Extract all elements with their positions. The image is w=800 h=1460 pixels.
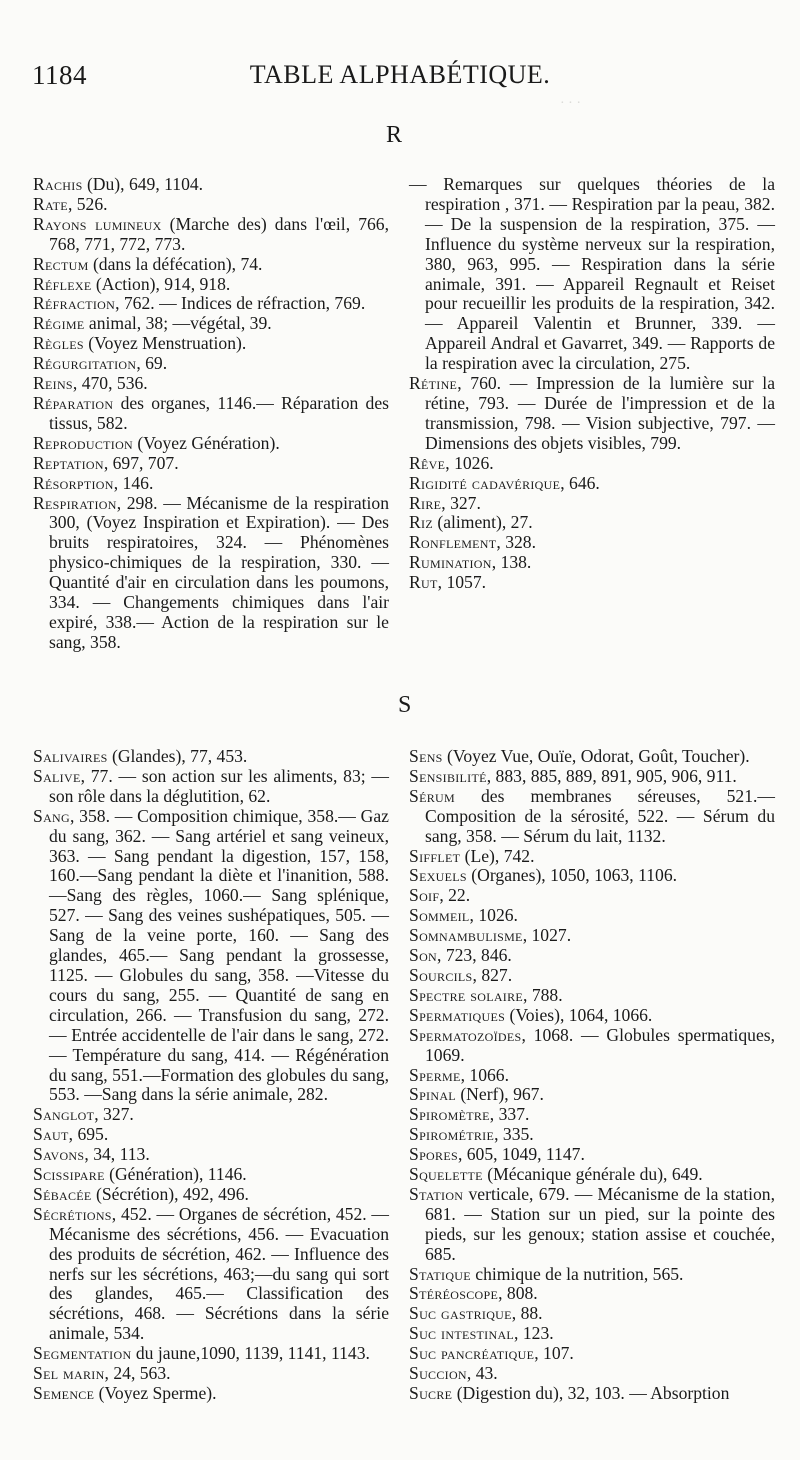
entry-references: , 808. — [498, 1283, 538, 1304]
index-entry — [409, 946, 775, 966]
section-s-left-column — [33, 747, 389, 1404]
index-entry — [409, 926, 775, 946]
entry-headword: Suc intestinal — [409, 1323, 515, 1344]
entry-headword: Sommeil — [409, 905, 470, 926]
entry-headword: Régime — [33, 313, 85, 334]
index-entry — [409, 374, 775, 454]
index-entry — [409, 1165, 775, 1185]
index-entry — [409, 886, 775, 906]
index-entry — [409, 494, 775, 514]
section-r-left-column — [33, 175, 389, 653]
entry-headword: Régurgitation — [33, 353, 137, 374]
index-entry — [33, 1165, 389, 1185]
index-entry — [409, 1364, 775, 1384]
entry-references: (Le), 742. — [460, 845, 535, 866]
index-entry — [409, 1185, 775, 1265]
entry-references: , 1026. — [445, 452, 494, 473]
entry-headword: Son — [409, 945, 438, 966]
entry-headword: Sperme — [409, 1064, 461, 1085]
entry-headword: Spinal — [409, 1084, 456, 1105]
entry-headword: Suc gastrique — [409, 1303, 512, 1324]
index-entry — [33, 1364, 389, 1384]
index-entry — [33, 255, 389, 275]
section-letter-s: S — [398, 692, 412, 718]
entry-headword: Sébacée — [33, 1183, 92, 1204]
entry-references: (dans la défécation), 74. — [88, 253, 263, 274]
entry-references: (Voyez Sperme). — [94, 1383, 217, 1403]
entry-references: , 788. — [523, 984, 563, 1005]
entry-headword: Scissipare — [33, 1164, 105, 1185]
entry-references: , 138. — [491, 552, 532, 573]
entry-headword: Rectum — [33, 253, 89, 274]
entry-references: verticale, 679. — Mécanisme de la station, 681. — Station sur un pied, sur la pointe des pieds, sur les genoux; station assise et couchée, 685. — [425, 1183, 775, 1264]
entry-references: , 88. — [511, 1303, 543, 1324]
entry-references: , 328. — [496, 532, 536, 553]
index-entry — [409, 1145, 775, 1165]
entry-references: , 34, 113. — [84, 1144, 150, 1165]
entry-references: , 69. — [136, 353, 168, 374]
entry-headword: Réparation — [33, 392, 114, 413]
index-entry — [409, 175, 775, 374]
entry-headword: Ronflement — [409, 532, 497, 553]
index-entry — [409, 1384, 775, 1404]
entry-headword: Règles — [33, 333, 84, 354]
entry-references: chimique de la nutrition, 565. — [470, 1263, 684, 1284]
entry-headword: Rumination — [409, 552, 492, 573]
index-entry — [409, 966, 775, 986]
index-entry — [33, 1205, 389, 1344]
entry-headword: Reproduction — [33, 432, 134, 453]
entry-references: (Mécanique générale du), 649. — [482, 1164, 703, 1185]
entry-references: (Action), 914, 918. — [91, 273, 231, 294]
index-entry — [33, 275, 389, 295]
index-entry — [409, 573, 775, 593]
entry-references: (Glandes), 77, 453. — [107, 746, 248, 766]
entry-references: , 335. — [494, 1124, 534, 1145]
entry-references: , 883, 885, 889, 891, 905, 906, 911. — [486, 765, 737, 786]
entry-references: , 22. — [439, 885, 471, 906]
index-entry — [33, 494, 389, 653]
entry-headword: Sucre — [409, 1383, 453, 1403]
entry-references: (Sécrétion), 492, 496. — [91, 1183, 249, 1204]
entry-references: , 697, 707. — [103, 452, 179, 473]
index-entry — [33, 747, 389, 767]
entry-headword: Sanglot — [33, 1104, 95, 1125]
entry-headword: Rayons lumineux — [33, 213, 162, 234]
entry-references: , 1057. — [437, 572, 487, 593]
entry-headword: Spores — [409, 1144, 458, 1165]
index-entry — [409, 866, 775, 886]
entry-headword: Rachis — [33, 174, 83, 194]
entry-headword: Stéréoscope — [409, 1283, 499, 1304]
entry-headword: Rut — [409, 572, 438, 593]
index-entry — [33, 374, 389, 394]
entry-headword: Statique — [409, 1263, 471, 1284]
entry-headword: Spiromètre — [409, 1104, 490, 1125]
entry-references: , 760. — Impression de la lumière sur la rétine, 793. — Durée de l'impression et de la transmission, 798. — Vision subjective, 797. — Dimensions des objets visibles, 799. — [425, 373, 775, 453]
entry-references: des membranes séreuses, 521.— Composition de la sérosité, 522. — Sérum du sang, 358. — Sérum du lait, 1132. — [425, 785, 775, 846]
entry-references: (Digestion du), 32, 103. — Absorption — [452, 1383, 730, 1403]
index-entry — [409, 747, 775, 767]
entry-references: , 24, 563. — [104, 1363, 171, 1384]
index-entry — [33, 807, 389, 1106]
entry-headword: Réfraction — [33, 293, 116, 314]
index-entry — [409, 847, 775, 867]
index-entry — [33, 354, 389, 374]
index-entry — [409, 513, 775, 533]
index-entry — [33, 1105, 389, 1125]
entry-headword: Sécrétions — [33, 1203, 112, 1224]
entry-headword: Reins — [33, 373, 73, 394]
entry-headword: Soif — [409, 885, 440, 906]
entry-headword: Semence — [33, 1383, 95, 1403]
entry-headword: Respiration — [33, 492, 117, 513]
entry-references: , 107. — [534, 1343, 574, 1364]
entry-references: , 605, 1049, 1147. — [457, 1144, 585, 1165]
entry-headword: Résorption — [33, 472, 114, 493]
entry-references: , 526. — [67, 193, 108, 214]
entry-headword: Sang — [33, 805, 70, 826]
index-entry — [409, 533, 775, 553]
index-entry — [409, 1085, 775, 1105]
index-entry — [33, 1344, 389, 1364]
entry-references: (Nerf), 967. — [455, 1084, 544, 1105]
index-entry — [33, 314, 389, 334]
entry-references: , 452. — Organes de sécrétion, 452. — Mécanisme des sécrétions, 456. — Evacuation des produits de sécrétion, 462. — Influence des nerfs sur les sécrétions, 463;—du sang qui sort des glandes, 465.— Classification des sécrétions, 468. — Sécrétions dans la série animale, 534. — [49, 1203, 389, 1344]
entry-references: (Organes), 1050, 1063, 1106. — [466, 865, 678, 886]
index-entry — [409, 1066, 775, 1086]
index-entry — [409, 1265, 775, 1285]
index-entry — [33, 1185, 389, 1205]
index-entry — [33, 175, 389, 195]
entry-headword: Spermatozoïdes — [409, 1024, 522, 1045]
entry-headword: Sexuels — [409, 865, 467, 886]
entry-references: — Remarques sur quelques théories de la respiration , 371. — Respiration par la peau, 382. — De la suspension de la respiration, 375. — Influence du système nerveux sur la respiration, 380, 963, 995. — Respiration dans la série animale, 391. — Appareil Regnault et Reiset pour recueillir les produits de la respiration, 342. — Appareil Valentin et Brunner, 339. — Appareil Andral et Gavarret, 349. — Rapports de la respiration avec la circulation, 275. — [409, 174, 775, 374]
entry-references: (Voyez Génération). — [133, 432, 280, 453]
index-entry — [409, 1324, 775, 1344]
index-entry — [409, 986, 775, 1006]
section-s-right-column — [409, 747, 775, 1404]
entry-headword: Rire — [409, 492, 442, 513]
entry-headword: Sensibilité — [409, 765, 487, 786]
entry-references: (Voyez Menstruation). — [83, 333, 247, 354]
entry-headword: Salive — [33, 765, 81, 786]
entry-references: , 1068. — Globules spermatiques, 1069. — [425, 1024, 775, 1065]
entry-headword: Rêve — [409, 452, 446, 473]
entry-headword: Spirométrie — [409, 1124, 495, 1145]
entry-references: , 827. — [472, 964, 513, 985]
entry-references: , 762. — Indices de réfraction, 769. — [115, 293, 366, 314]
index-entry — [409, 553, 775, 573]
bleed-through-marks: · · · — [560, 96, 581, 111]
index-entry — [409, 474, 775, 494]
section-letter-r: R — [386, 122, 403, 148]
index-entry — [409, 1125, 775, 1145]
index-entry — [409, 906, 775, 926]
entry-references: , 298. — Mécanisme de la respiration 300, (Voyez Inspiration et Expiration). — Des bruits respiratoires, 324. — Phénomènes physico-chimiques de la respiration, 330. — Quantité d'air en circulation dans les poumons, 334. — Changements chimiques dans l'air expiré, 338.— Action de la respiration sur le sang, 358. — [49, 492, 389, 652]
entry-headword: Suc pancréatique — [409, 1343, 535, 1364]
entry-references: (Du), 649, 1104. — [82, 174, 204, 194]
entry-references: , 723, 846. — [437, 945, 512, 966]
entry-references: , 470, 536. — [72, 373, 148, 394]
index-entry — [33, 394, 389, 434]
entry-headword: Salivaires — [33, 746, 108, 766]
entry-references: (Génération), 1146. — [104, 1164, 247, 1185]
index-entry — [33, 454, 389, 474]
entry-references: , 1026. — [469, 905, 518, 926]
entry-references: (Marche des) dans l'œil, 766, 768, 771, 772, 773. — [49, 213, 389, 254]
entry-headword: Sel marin — [33, 1363, 105, 1384]
entry-references: , 77. — son action sur les aliments, 83; — son rôle dans la déglutition, 62. — [49, 765, 389, 806]
entry-references: , 358. — Composition chimique, 358.— Gaz du sang, 362. — Sang artériel et sang veineux, 363. — Sang pendant la digestion, 157, 158, 160.—Sang pendant la diète et l'inanition, 588.—Sang des règles, 1060.— Sang splénique, 527. — Sang des veines sushépatiques, 505. — Sang de la veine porte, 160. — Sang des glandes, 465.— Sang pendant la grossesse, 1125. — Globules du sang, 358. —Vitesse du cours du sang, 255. — Quantité de sang en circulation, 266. — Transfusion du sang, 272. — Entrée accidentelle de l'air dans le sang, 272. — Température du sang, 414. — Régénération du sang, 551.—Formation des globules du sang, 553. —Sang dans la série animale, 282. — [49, 805, 389, 1105]
index-entry — [33, 195, 389, 215]
index-entry — [33, 1145, 389, 1165]
index-entry — [409, 1284, 775, 1304]
index-entry — [409, 454, 775, 474]
entry-references: (Voyez Vue, Ouïe, Odorat, Goût, Toucher). — [442, 746, 750, 766]
index-entry — [33, 1384, 389, 1404]
entry-headword: Réflexe — [33, 273, 92, 294]
entry-headword: Rétine — [409, 373, 458, 394]
index-entry — [409, 767, 775, 787]
index-entry — [409, 787, 775, 847]
page-number: 1184 — [32, 60, 87, 90]
entry-headword: Sens — [409, 746, 443, 766]
entry-references: des organes, 1146.— Réparation des tissus, 582. — [49, 392, 389, 433]
index-entry — [409, 1304, 775, 1324]
page-header — [0, 58, 800, 92]
entry-headword: Savons — [33, 1144, 85, 1165]
entry-headword: Station — [409, 1183, 464, 1204]
entry-headword: Rigidité cadavérique — [409, 472, 561, 493]
entry-headword: Somnambulisme — [409, 925, 523, 946]
entry-references: (aliment), 27. — [432, 512, 533, 533]
entry-headword: Succion — [409, 1363, 467, 1384]
index-entry — [33, 474, 389, 494]
entry-headword: Riz — [409, 512, 433, 533]
entry-references: , 43. — [466, 1363, 498, 1384]
entry-references: , 123. — [514, 1323, 554, 1344]
index-entry — [33, 434, 389, 454]
entry-references: , 327. — [94, 1104, 134, 1125]
entry-headword: Sifflet — [409, 845, 461, 866]
index-entry — [409, 1105, 775, 1125]
index-entry — [33, 1125, 389, 1145]
entry-references: (Voies), 1064, 1066. — [505, 1004, 653, 1025]
entry-references: du jaune,1090, 1139, 1141, 1143. — [131, 1343, 370, 1364]
entry-headword: Rate — [33, 193, 68, 214]
index-entry — [33, 215, 389, 255]
index-entry — [409, 1026, 775, 1066]
entry-references: , 327. — [441, 492, 481, 513]
section-r-right-column — [409, 175, 775, 593]
entry-references: , 646. — [560, 472, 600, 493]
entry-headword: Sourcils — [409, 964, 473, 985]
entry-headword: Spectre solaire — [409, 984, 524, 1005]
index-entry — [409, 1006, 775, 1026]
entry-headword: Squelette — [409, 1164, 483, 1185]
entry-headword: Reptation — [33, 452, 104, 473]
index-entry — [409, 1344, 775, 1364]
entry-references: , 1066. — [460, 1064, 509, 1085]
index-entry — [33, 334, 389, 354]
entry-headword: Sérum — [409, 785, 455, 806]
entry-headword: Saut — [33, 1124, 69, 1145]
entry-headword: Spermatiques — [409, 1004, 506, 1025]
entry-references: , 146. — [113, 472, 154, 493]
entry-references: , 695. — [68, 1124, 109, 1145]
entry-references: , 1027. — [522, 925, 572, 946]
index-entry — [33, 294, 389, 314]
index-entry — [33, 767, 389, 807]
entry-headword: Segmentation — [33, 1343, 132, 1364]
running-title: TABLE ALPHABÉTIQUE. — [249, 60, 551, 89]
entry-references: , 337. — [489, 1104, 530, 1125]
entry-references: animal, 38; —végétal, 39. — [84, 313, 272, 334]
